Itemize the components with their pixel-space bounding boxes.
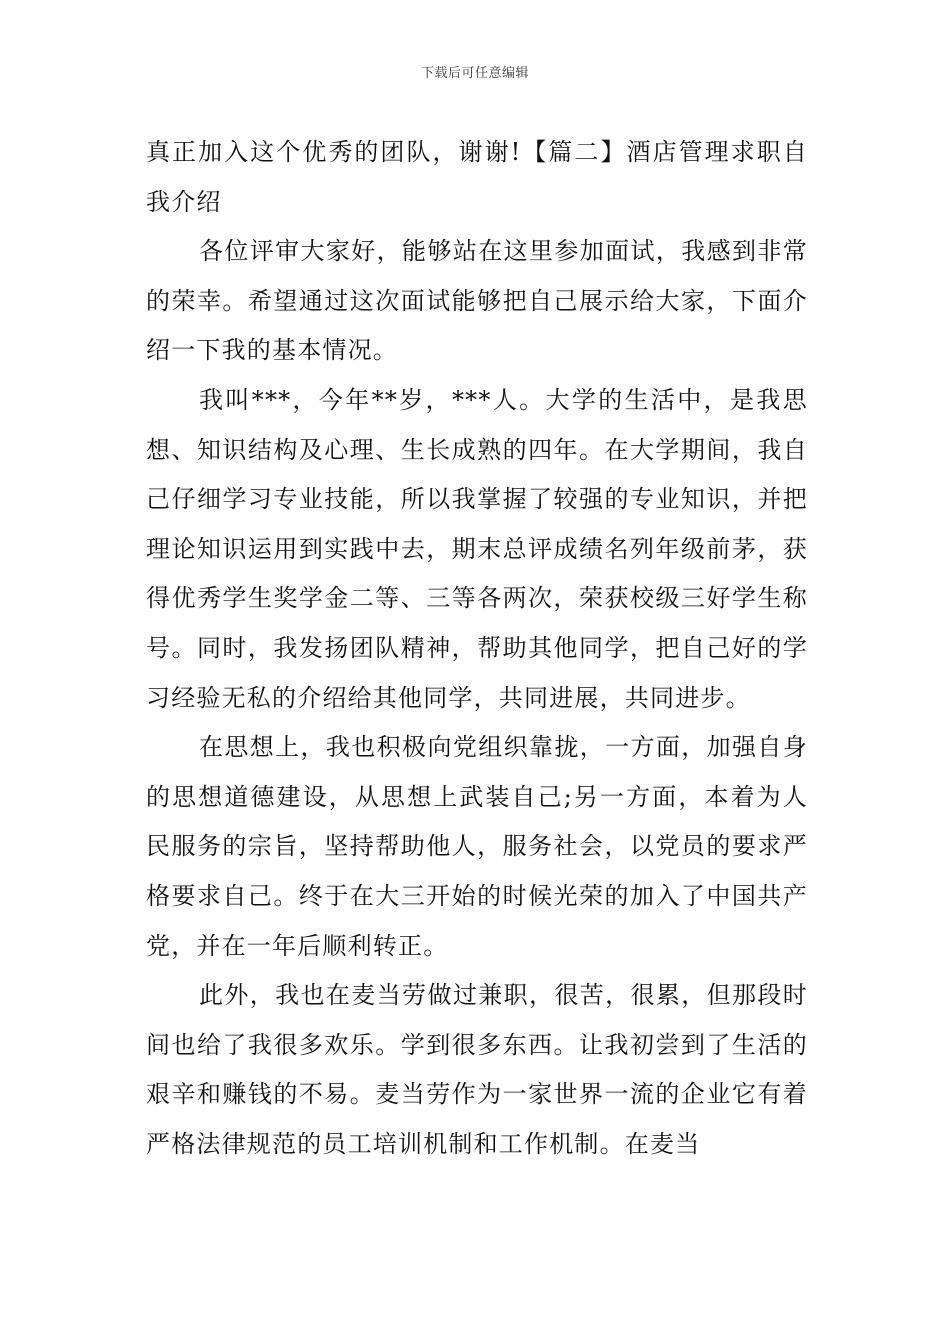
document-body <box>146 128 808 1169</box>
paragraph-3: 我叫***，今年**岁，***人。大学的生活中，是我思想、知识结构及心理、生长成熟的四年。在大学期间，我自己仔细学习专业技能，所以我掌握了较强的专业知识，并把理论知识运用到实践中去，期末总评成绩名列年级前茅，获得优秀学生奖学金二等、三等各两次，荣获校级三好学生称号。同时，我发扬团队精神，帮助其他同学，把自己好的学习经验无私的介绍给其他同学，共同进展，共同进步。 <box>146 385 808 712</box>
paragraph-5: 此外，我也在麦当劳做过兼职，很苦，很累，但那段时间也给了我很多欢乐。学到很多东西。让我初尝到了生活的艰辛和赚钱的不易。麦当劳作为一家世界一流的企业它有着严格法律规范的员工培训机制和工作机制。在麦当 <box>146 981 808 1158</box>
paragraph-2: 各位评审大家好，能够站在这里参加面试，我感到非常的荣幸。希望通过这次面试能够把自己展示给大家，下面介绍一下我的基本情况。 <box>146 237 808 365</box>
page-header-note: 下载后可任意编辑 <box>420 66 529 81</box>
paragraph-1: 真正加入这个优秀的团队，谢谢!【篇二】酒店管理求职自我介绍 <box>146 138 808 216</box>
paragraph-4: 在思想上，我也积极向党组织靠拢，一方面，加强自身的思想道德建设，从思想上武装自己;另一方面，本着为人民服务的宗旨，坚持帮助他人，服务社会，以党员的要求严格要求自己。终于在大三开始的时候光荣的加入了中国共产党，并在一年后顺利转正。 <box>146 733 808 960</box>
